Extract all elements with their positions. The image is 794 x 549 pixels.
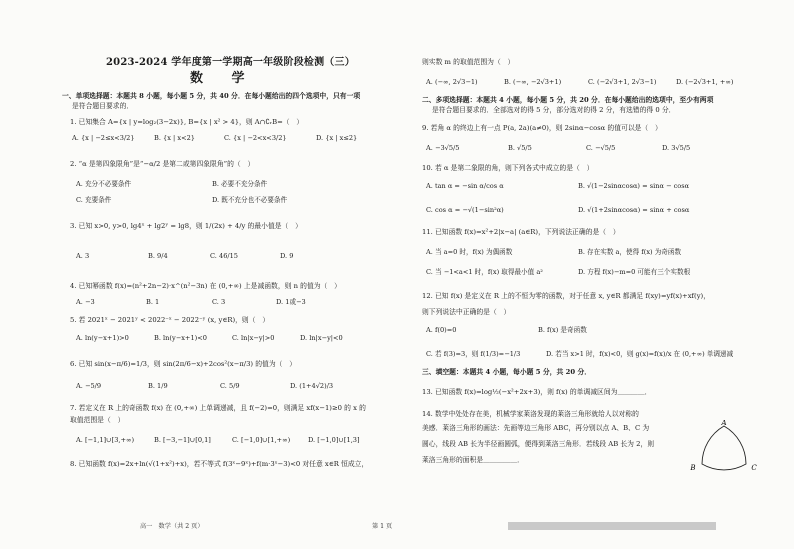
q8-option-a: A. (−∞, 2√3−1) [426, 78, 478, 86]
q6-option-d: D. (1+4√2)/3 [290, 382, 334, 390]
q10-option-c: C. cos α = −√(1−sin²α) [426, 206, 504, 214]
question-8: 8. 已知函数 f(x)=2x+ln(√(1+x²)+x)，若不等式 f(3ˣ−9ˣ)+f(m·3ˣ−3)<0 对任意 x∈R 恒成立， [70, 460, 369, 468]
q2-option-a: A. 充分不必要条件 [76, 180, 132, 188]
q11-option-b: B. 存在实数 a，使得 f(x) 为奇函数 [578, 248, 682, 256]
subject-heading: 数 学 [190, 71, 257, 86]
q11-option-c: C. 当 −1<a<1 时，f(x) 取得最小值 a² [426, 268, 543, 276]
q12-option-a: A. f(0)=0 [426, 326, 457, 334]
reuleaux-triangle-svg [684, 420, 764, 484]
q11-option-a: A. 当 a=0 时，f(x) 为偶函数 [426, 248, 513, 256]
q9-option-c: C. −√5/5 [586, 144, 616, 152]
question-12: 12. 已知 f(x) 是定义在 R 上的不恒为零的函数，对于任意 x, y∈R 都满足 f(xy)=yf(x)+xf(y)， [422, 292, 710, 300]
section-1-heading: 一、单项选择题：本题共 8 小题，每小题 5 分，共 40 分．在每小题给出的四个选项中，只有一项 [62, 92, 361, 100]
label-c: C [751, 464, 757, 472]
q3-option-c: C. 46/15 [210, 252, 239, 260]
question-13: 13. 已知函数 f(x)=log½(−x²+2x+3)，则 f(x) 的单调减区间为＿＿＿＿． [422, 388, 652, 396]
footer-shaded-bar [508, 522, 716, 530]
section-3-heading: 三、填空题：本题共 4 小题，每小题 5 分，共 20 分． [422, 368, 592, 376]
q3-option-a: A. 3 [76, 252, 90, 260]
q9-option-d: D. 3√5/5 [662, 144, 691, 152]
q8-option-d: D. (−2√3+1, +∞) [676, 78, 734, 86]
question-6: 6. 已知 sin(x−π/6)=1/3，则 sin(2π/6−x)+2cos²(x−π/3) 的值为（ ） [70, 360, 297, 368]
question-1: 1. 已知集合 A={x | y=log₂(3−2x)}, B={x | x² > 4}，则 A∩∁ᵣB=（ ） [70, 118, 304, 126]
question-8-cont: 则实数 m 的取值范围为（ ） [422, 58, 515, 66]
q7-option-b: B. [−3,−1]∪[0,1] [154, 436, 211, 444]
q2-option-b: B. 必要不充分条件 [212, 180, 268, 188]
q7-option-a: A. [−1,1]∪[3,+∞) [76, 436, 135, 444]
label-a: A [721, 420, 727, 427]
question-11: 11. 已知函数 f(x)=x²+2|x−a| (a∈R)，下列说法正确的是（ ） [422, 228, 620, 236]
q7-option-d: D. [−1,0]∪[1,3] [308, 436, 360, 444]
q11-option-d: D. 方程 f(x)−m=0 可能有三个实数根 [578, 268, 691, 276]
section-2-heading: 二、多项选择题：本题共 4 小题，每小题 5 分，共 20 分．在每小题给出的选项中，至少有两项 [422, 96, 714, 104]
question-3: 3. 已知 x>0, y>0, lg4ˣ + lg2ʸ = lg8，则 1/(2x) + 4/y 的最小值是（ ） [70, 222, 302, 230]
q6-option-b: B. 1/9 [148, 382, 168, 390]
question-7-cont: 取值范围是（ ） [70, 416, 125, 424]
q12-option-b: B. f(x) 是奇函数 [538, 326, 587, 334]
q2-option-c: C. 充要条件 [76, 196, 112, 204]
q10-option-d: D. √(1+2sinαcosα) = sinα + cosα [578, 206, 690, 214]
q4-option-a: A. −3 [76, 298, 95, 306]
question-7: 7. 若定义在 R 上的奇函数 f(x) 在 (0,+∞) 上单调递减，且 f(−2)=0，则满足 xf(x−1)≥0 的 x 的 [70, 404, 366, 412]
reuleaux-triangle-figure [684, 420, 764, 484]
question-9: 9. 若角 α 的终边上有一点 P(a, 2a)(a≠0)，则 2sinα−cosα 的值可以是（ ） [422, 124, 662, 132]
q9-option-b: B. √5/5 [508, 144, 532, 152]
footer-page-number: 第 1 页 [372, 523, 393, 530]
q8-option-c: C. (−2√3+1, 2√3−1) [588, 78, 657, 86]
question-14-line4: 莱洛三角形的面积是＿＿＿＿＿． [422, 456, 524, 464]
q12-option-c: C. 若 f(3)=3，则 f(1/3)=−1/3 [426, 350, 521, 358]
q1-option-d: D. {x | x≤2} [316, 134, 358, 142]
q5-option-b: B. ln(y−x+1)<0 [154, 334, 207, 342]
q3-option-d: D. 9 [280, 252, 294, 260]
q12-option-d: D. 若当 x>1 时，f(x)<0，则 g(x)=f(x)/x 在 (0,+∞) 单调递减 [546, 350, 734, 358]
q2-option-d: D. 既不充分也不必要条件 [212, 196, 288, 204]
q1-option-a: A. {x | −2≤x<3/2} [72, 134, 135, 142]
section-2-heading-cont: 是符合题目要求的．全部选对的得 5 分，部分选对的得 2 分，有选错的得 0 分． [432, 106, 676, 114]
q10-option-b: B. √(1−2sinαcosα) = sinα − cosα [578, 182, 690, 190]
question-5: 5. 若 2021ˣ − 2021ʸ < 2022⁻ˣ − 2022⁻ʸ (x, y∈R)，则（ ） [70, 316, 270, 324]
question-10: 10. 若 α 是第二象限的角，则下列各式中成立的是（ ） [422, 164, 594, 172]
q1-option-c: C. {x | −2<x<3/2} [224, 134, 287, 142]
q1-option-b: B. {x | x<2} [154, 134, 195, 142]
q4-option-d: D. 1或−3 [276, 298, 306, 306]
q5-option-c: C. ln|x−y|>0 [232, 334, 275, 342]
question-14: 14. 数学中处处存在美，机械学家莱洛发现的莱洛三角形就给人以对称的 [422, 410, 639, 418]
question-4: 4. 已知幂函数 f(x)=(n²+2n−2)·x^(n²−3n) 在 (0,+∞) 上是减函数，则 n 的值为（ ） [70, 282, 341, 290]
section-1-heading-cont: 是符合题目要求的． [72, 102, 134, 110]
exam-title: 2023-2024 学年度第一学期高一年级阶段检测（三） [106, 57, 355, 68]
q6-option-a: A. −5/9 [76, 382, 102, 390]
footer-left: 高一 数学（共 2 页） [140, 523, 204, 530]
q5-option-a: A. ln(y−x+1)>0 [76, 334, 129, 342]
q7-option-c: C. [−1,0]∪[1,+∞) [232, 436, 291, 444]
q6-option-c: C. 5/9 [220, 382, 240, 390]
q4-option-c: C. 3 [212, 298, 226, 306]
q10-option-a: A. tan α = −sin α/cos α [426, 182, 504, 190]
question-2: 2. “α 是第四象限角”是“−α/2 是第二或第四象限角”的（ ） [70, 160, 255, 168]
q9-option-a: A. −3√5/5 [426, 144, 460, 152]
question-12-cont: 则下列说法中正确的是（ ） [422, 308, 511, 316]
label-b: B [690, 464, 696, 472]
q3-option-b: B. 9/4 [148, 252, 168, 260]
q4-option-b: B. 1 [146, 298, 160, 306]
q5-option-d: D. ln|x−y|<0 [300, 334, 343, 342]
question-14-line3: 圆心，线段 AB 长为半径画圆弧，便得到莱洛三角形．若线段 AB 长为 2，则 [422, 440, 655, 448]
q8-option-b: B. (−∞, −2√3+1) [504, 78, 562, 86]
question-14-line2: 美感．莱洛三角形的画法：先画等边三角形 ABC，再分别以点 A、B、C 为 [422, 424, 650, 432]
